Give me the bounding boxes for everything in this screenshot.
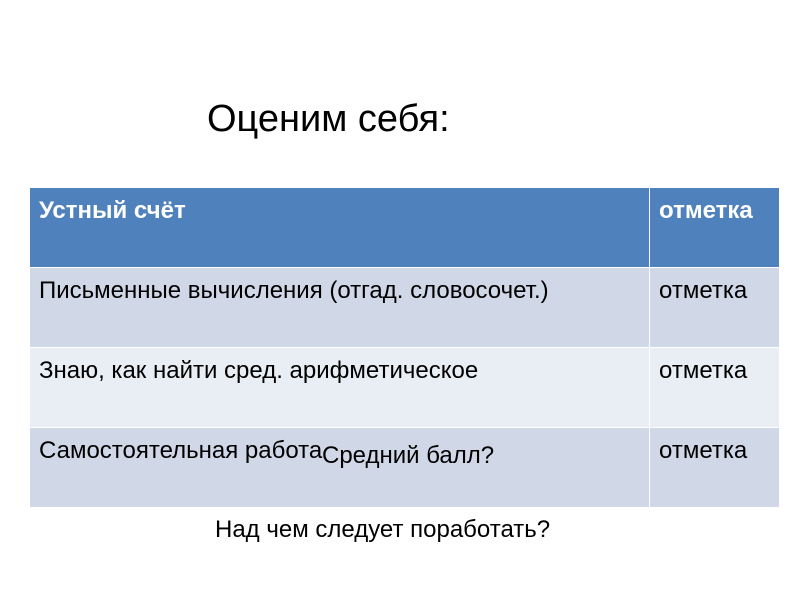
table-cell-mark: отметка (650, 268, 780, 348)
table-cell-topic: Самостоятельная работа (30, 428, 650, 508)
table-header-row (30, 188, 780, 268)
slide-title: Оценим себя: (207, 98, 450, 140)
table-cell-topic: Письменные вычисления (отгад. словосочет.) (30, 268, 650, 348)
table-row (30, 268, 780, 348)
question-average-score: Средний балл? (322, 442, 495, 469)
table-cell-mark: отметка (650, 348, 780, 428)
table-row (30, 348, 780, 428)
question-what-to-improve: Над чем следует поработать? (215, 516, 551, 543)
table-cell-topic: Знаю, как найти сред. арифметическое (30, 348, 650, 428)
header-cell-mark: отметка (650, 188, 780, 268)
header-cell-topic: Устный счёт (30, 188, 650, 268)
table-cell-mark: отметка (650, 428, 780, 508)
